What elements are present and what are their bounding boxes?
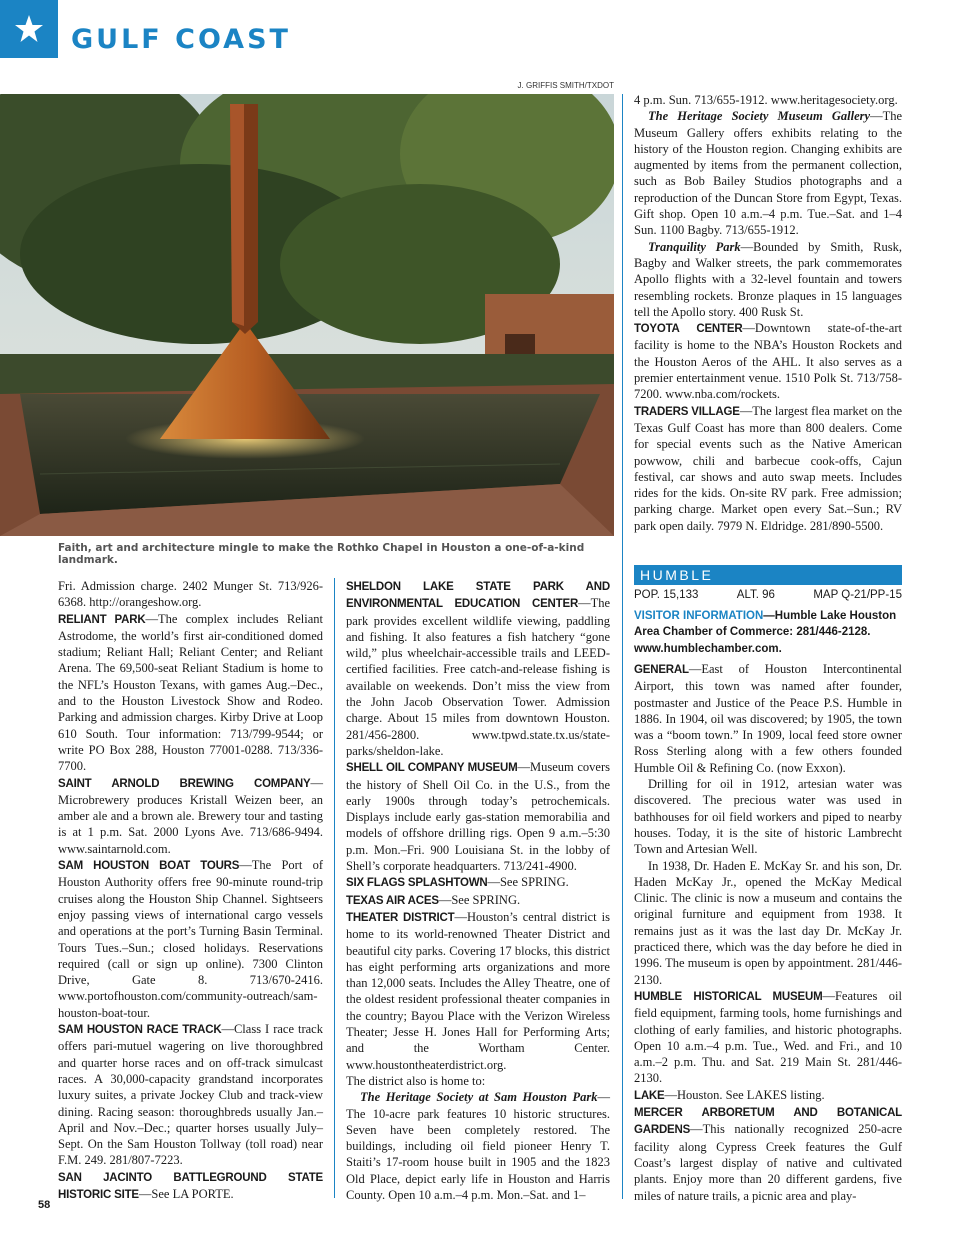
section-star-badge [0, 0, 58, 58]
column-divider [334, 578, 335, 1198]
visitor-information: VISITOR INFORMATION—Humble Lake Houston Area Chamber of Commerce: 281/446-2128. www.humblechamber.com. [634, 610, 897, 655]
listing-air-aces: TEXAS AIR ACES—See SPRING. [346, 892, 521, 907]
listing-mercer-arboretum: MERCER ARBORETUM AND BOTANICAL GARDENS—This nationally recognized 250-acre facility along Cypress Creek features the Gulf Coast’s largest display of native and cultivated plants. Enjoy more than 20 different gardens, five miles of nature trails, a picnic area and play- [634, 1107, 902, 1203]
listing-sheldon-lake: SHELDON LAKE STATE PARK AND ENVIRONMENTAL EDUCATION CENTER—The park provides excellent wildlife viewing, paddling and fishing. It also features a fish hatchery “gone wild,” plus wheelchair-accessible trails and LEED-certified facilities. Free catch-and-release fishing is available on weekends. Don’t miss the view from the John Jacob Observation Tower. Admission charge. About 15 miles from downtown Houston. 281/456-2800. www.tpwd.state.tx.us/state-parks/sheldon-lake. [346, 581, 610, 758]
listing-boat-tours: SAM HOUSTON BOAT TOURS—The Port of Houston Authority offers free 90-minute round-trip cruises along the Houston Ship Channel. Sightseers enjoy passing views of international cargo vessels and operations at the port’s Turning Basin Terminal. Tours Tues.–Sun.; closed holidays. Reservations required (call or sign up online). 7300 Clinton Drive, Gate 8. 713/670-2416. www.portofhouston.com/community-outreach/sam-houston-boat-tour. [58, 858, 323, 1020]
column-1 [58, 578, 323, 1203]
listing-reliant-park: RELIANT PARK—The complex includes Reliant Astrodome, the world’s first air-conditioned domed stadium; Reliant Hall; Reliant Center; and Reliant Arena. The 69,500-seat Reliant Stadium is home to the NFL’s Houston Texans, with games Aug.–Dec., and to the Houston Livestock Show and Rodeo. Parking and admission charges. Kirby Drive at Loop 610 South. Tour information: 713/799-9544; or write PO Box 288, Houston 77001-0288. 713/336-7700. [58, 611, 324, 774]
listing-splashtown: SIX FLAGS SPLASHTOWN—See SPRING. [346, 875, 569, 890]
general-paragraph: Drilling for oil in 1912, artesian water was discovered. The precious water was used in bathhouses for oil field workers and piped to nearby houses. Today, it is the site of historic Lambrecht Town and Artesian Well. [634, 777, 902, 857]
photo-credit: J. GRIFFIS SMITH/TXDOT [517, 81, 614, 90]
listing-theater-district: THEATER DISTRICT—Houston’s central district is home to its world-renowned Theater District and beautiful city parks. Covering 17 blocks, this district has eight performing arts organizations and more than 12,000 seats. Includes the Alley Theatre, one of the oldest resident professional theater companies in the country; Bayou Place with the Verizon Wireless Theater; Jesse H. Jones Hall for Performing Arts; and the Wortham Center. www.houstontheaterdistrict.org. [346, 909, 610, 1072]
altitude: ALT. 96 [736, 589, 775, 601]
section-title: GULF COAST [71, 24, 291, 55]
listing-continued: 4 p.m. Sun. 713/655-1912. www.heritagesociety.org. [634, 93, 898, 107]
listing-san-jacinto: SAN JACINTO BATTLEGROUND STATE HISTORIC SITE—See LA PORTE. [58, 1171, 323, 1201]
listing-lake: LAKE—Houston. See LAKES listing. [634, 1087, 825, 1102]
listing-continued: Fri. Admission charge. 2402 Munger St. 713/926-6368. http://orangeshow.org. [58, 579, 323, 610]
listing-museum-gallery: The Heritage Society Museum Gallery—The Museum Gallery offers exhibits relating to the history of the Houston region. Changing exhibits are augmented by items from the permanent collection, such as Bob Bailey Studios photographs and a reproduction of the Duncan Store from Egypt, Texas. Gift shop. Open 10 a.m.–4 p.m. Tue.–Sat. and 1–4 Sun. 1100 Bagby. 713/655-1912. [634, 109, 902, 238]
listing-toyota-center: TOYOTA CENTER—Downtown state-of-the-art facility is home to the NBA’s Houston Rockets and the Houston Aeros of the AHL. It also serves as a premier entertainment venue. 1510 Polk St. 713/758-7200. www.nba.com/rockets. [634, 321, 902, 402]
district-intro: The district also is home to: [346, 1073, 486, 1088]
listing-traders-village: TRADERS VILLAGE—The largest flea market on the Texas Gulf Coast has more than 800 dealers. Come for special events such as the Native American powwow, chili and barbecue cook-offs, Cajun festival, car shows and auto swap meets. Includes rides for the kids. On-site RV park. Free admission; parking charge. Market open every Sat.–Sun.; RV park open daily. 7979 N. Eldridge. 281/890-5500. [634, 403, 902, 533]
listing-tranquility-park: Tranquility Park—Bounded by Smith, Rusk, Bagby and Walker streets, the park commemorates Apollo flights with a 32-level fountain and towers resembling rockets. Bronze plaques in 15 languages tell the Apollo story. 400 Rusk St. [634, 239, 902, 319]
listing-heritage-society: The Heritage Society at Sam Houston Park—The 10-acre park features 10 historic structures. Seven have been completely restored. The buildings, including oil field pioneer Henry T. Staiti’s 17-room house built in 1905 and the 1823 Old Place, depict early life in Houston and Harris County. Open 10 a.m.–4 p.m. Mon.–Sat. and 1– [346, 1090, 610, 1202]
rothko-chapel-photo [0, 94, 614, 536]
column-divider [622, 94, 623, 1199]
column-4 [634, 661, 902, 1204]
town-header-humble: HUMBLE [634, 565, 902, 585]
town-stats [634, 589, 902, 601]
map-reference: MAP Q-21/PP-15 [813, 589, 902, 601]
listing-shell-museum: SHELL OIL COMPANY MUSEUM—Museum covers the history of Shell Oil Co. in the U.S., from the early 1900s through today’s petrochemicals. Displays include early gas-station memorabilia and models of offshore drilling rigs. Open 9 a.m.–5:30 p.m. Mon.–Fri. 900 Louisiana St. in the lobby of Shell’s corporate headquarters. 713/241-4900. [346, 760, 610, 874]
column-3 [634, 92, 902, 534]
listing-race-track: SAM HOUSTON RACE TRACK—Class I race track offers pari-mutuel wagering on live thoroughbred and quarter horse races and on off-track simulcast races. A 30,000-capacity grandstand incorporates luxury suites, a private Jockey Club and track-view dining. Racing season: thoroughbreds usually Jan.–April and Nov.–Dec.; quarter horses usually July–Sept. On the Sam Houston Tollway (toll road) near F.M. 249. 281/807-7223. [58, 1022, 323, 1168]
column-2 [346, 578, 610, 1203]
general-paragraph: In 1938, Dr. Haden E. McKay Sr. and his son, Dr. Haden McKay Jr., opened the McKay Medical Clinic. The clinic is now a museum and contains the original furniture and equipment from 1938. It remains just as it was the last day Dr. McKay Jr. practiced there, which was the day before he died in 1996. The museum is open by appointment. 281/446-2130. [634, 858, 902, 987]
photo-caption: Faith, art and architecture mingle to make the Rothko Chapel in Houston a one-of-a-kind landmark. [58, 542, 585, 566]
population: POP. 15,133 [634, 589, 699, 601]
listing-general: GENERAL—East of Houston Intercontinental Airport, this town was named after founder, postmaster and Justice of the Peace P.S. Humble in 1886. In 1904, oil was discovered; by 1905, the town was a “boom town.” In 1909, local feed store owner Ross Sterling along with a few others founded Humble Oil & Refining Co. (now Exxon). [634, 662, 902, 775]
star-icon [14, 14, 44, 44]
page-number: 58 [38, 1199, 51, 1211]
listing-saint-arnold: SAINT ARNOLD BREWING COMPANY—Microbrewery produces Kristall Weizen beer, an amber ale and a brown ale. Brewery tour and tasting is at 1 p.m. Sat. 2000 Lyons Ave. 713/686-9494. www.saintarnold.com. [58, 775, 323, 856]
listing-historical-museum: HUMBLE HISTORICAL MUSEUM—Features oil field equipment, farming tools, home furnishings and clothing of early families, and historic photographs. Open 10 a.m.–4 p.m. Tue., Wed. and Fri., and 10 a.m.–2 p.m. Thu. and Sat. 219 Main St. 281/446-2130. [634, 988, 902, 1086]
